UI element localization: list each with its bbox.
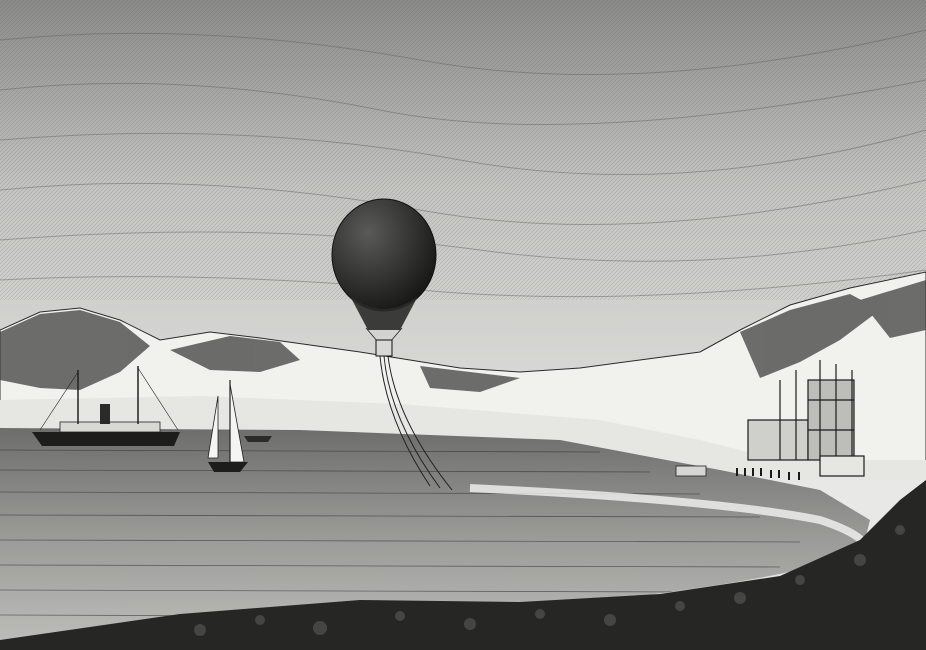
- small-boat: [244, 436, 272, 442]
- small-buildings-shore: [676, 466, 706, 476]
- balloon-basket: [376, 340, 392, 356]
